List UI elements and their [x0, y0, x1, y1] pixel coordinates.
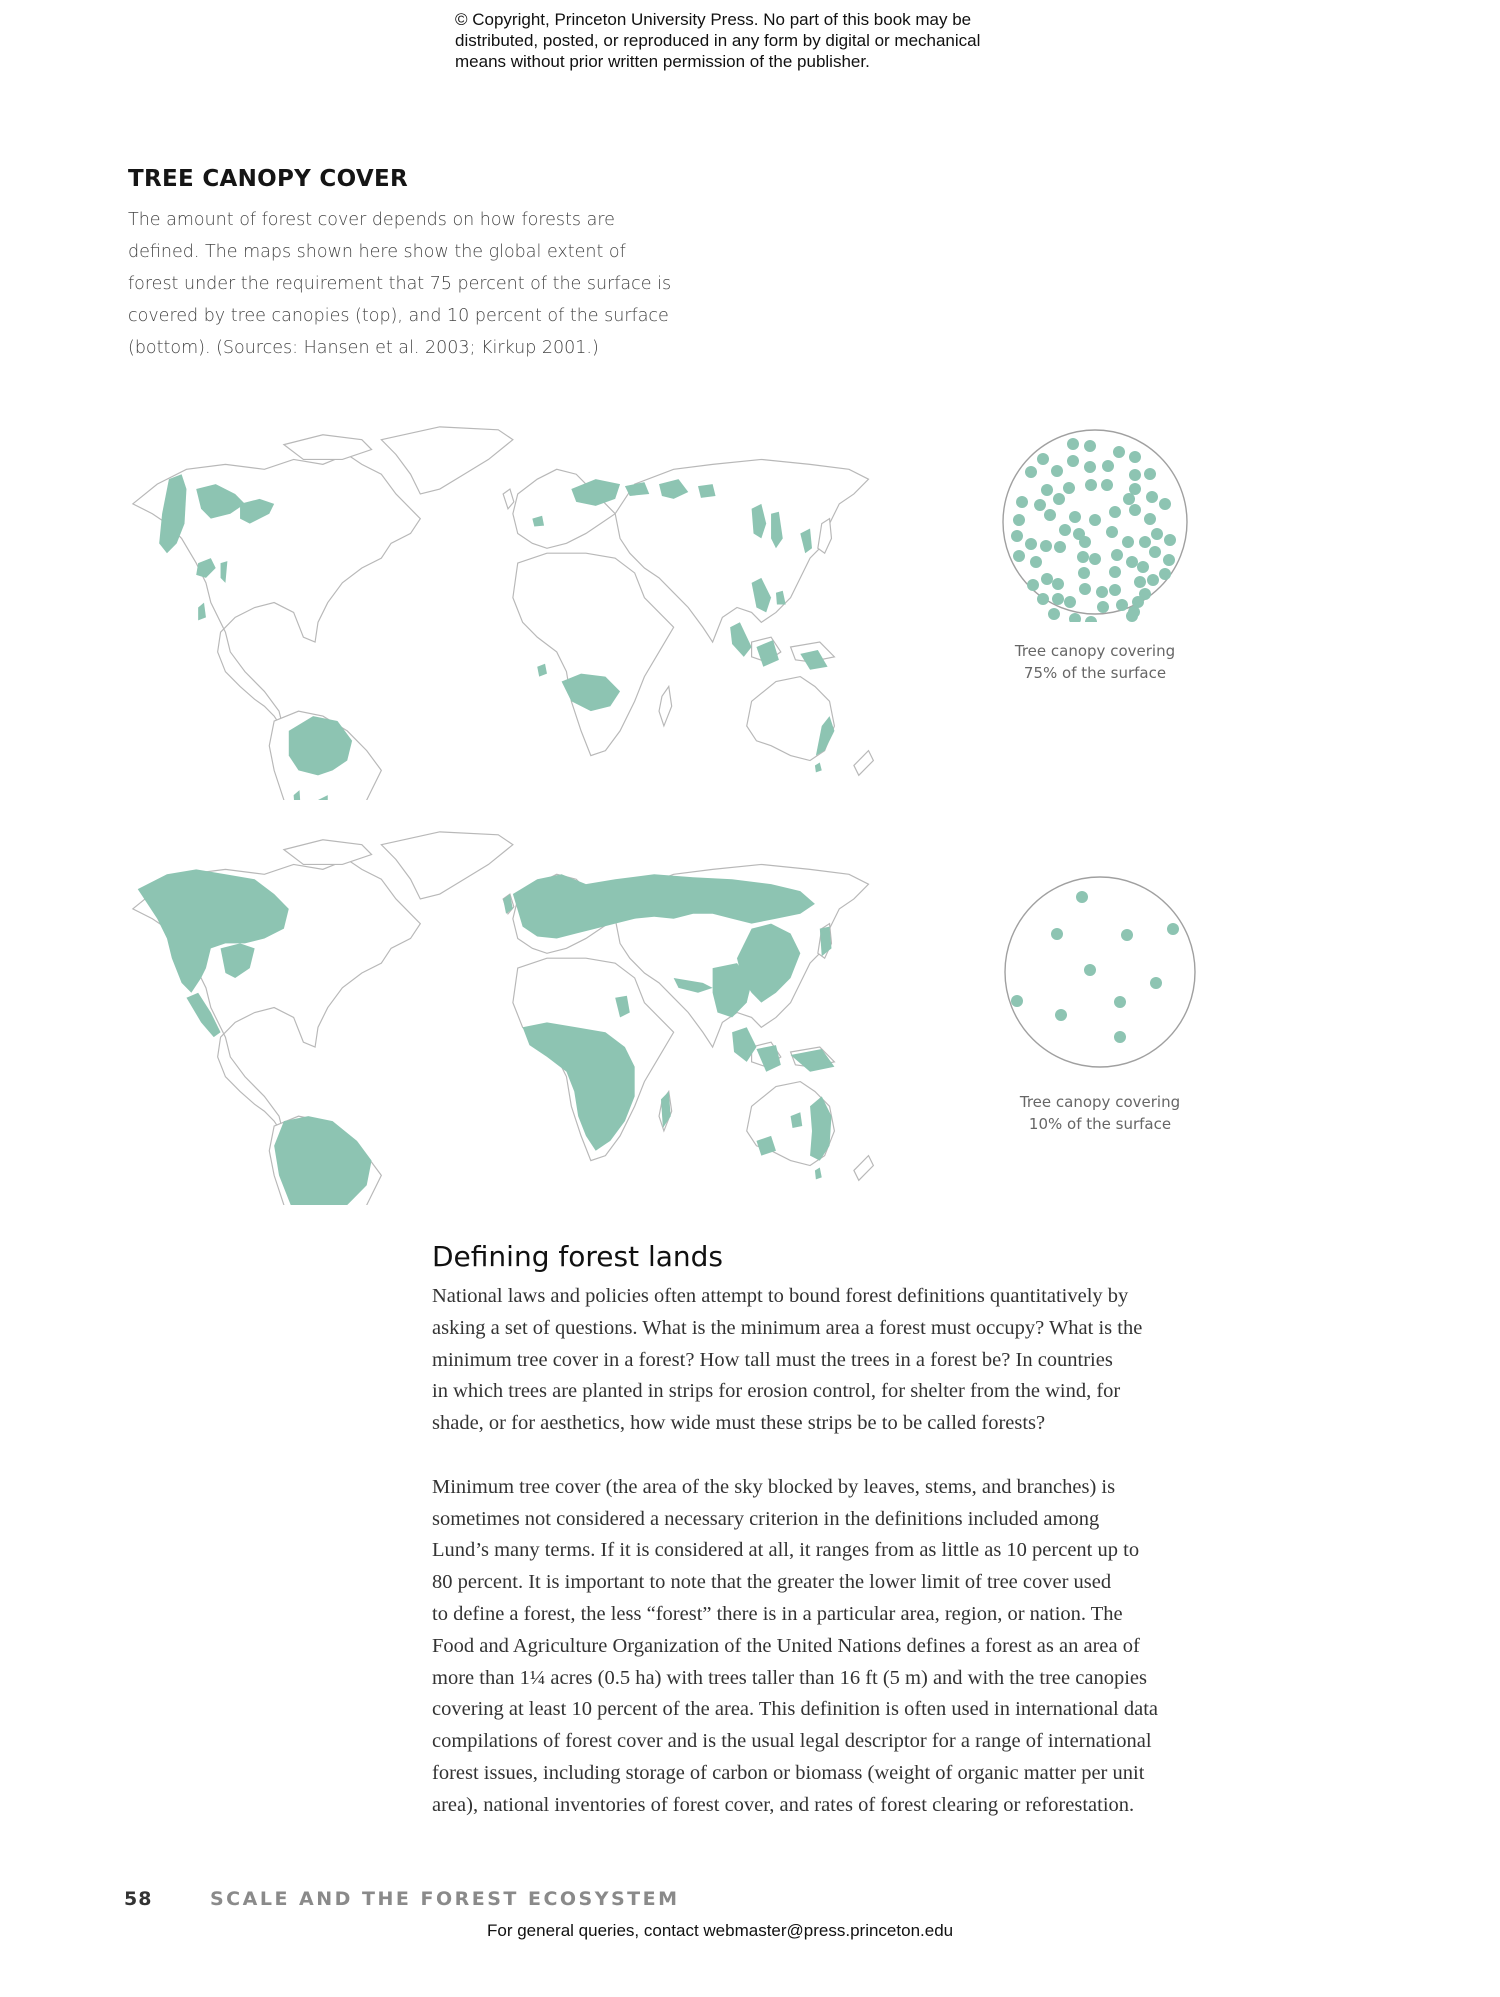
copyright-line: distributed, posted, or reproduced in any form by digital or mechanical — [455, 31, 981, 50]
caption-line: 75% of the surface — [1023, 664, 1167, 682]
text-line: more than 1¼ acres (0.5 ha) with trees taller than 16 ft (5 m) and with the tree canopies — [432, 1666, 1147, 1689]
description-line: covered by tree canopies (top), and 10 percent of the surface — [128, 306, 669, 326]
caption-line: Tree canopy covering — [1014, 642, 1176, 660]
text-line: forest issues, including storage of carbon or biomass (weight of organic matter per unit — [432, 1761, 1145, 1784]
article-heading: Defining forest lands — [432, 1240, 723, 1273]
text-line: compilations of forest cover and is the usual legal descriptor for a range of international — [432, 1730, 1152, 1753]
text-line: to define a forest, the less “forest” there is in a particular area, region, or nation. The — [432, 1602, 1123, 1625]
world-map-75-percent — [128, 415, 888, 800]
figure-description — [128, 204, 718, 364]
caption-10-percent — [980, 1091, 1220, 1135]
article-paragraph — [432, 1281, 1332, 1440]
article-paragraph — [432, 1472, 1332, 1822]
text-line: 80 percent. It is important to note that the greater the lower limit of tree cover used — [432, 1571, 1112, 1594]
text-line: asking a set of questions. What is the minimum area a forest must occupy? What is the — [432, 1316, 1143, 1339]
caption-line: Tree canopy covering — [1019, 1093, 1181, 1111]
caption-line: 10% of the surface — [1028, 1115, 1172, 1133]
article-body — [432, 1281, 1332, 1853]
text-line: Lund’s many terms. If it is considered at all, it ranges from as little as 10 percent up to — [432, 1539, 1140, 1562]
canopy-diagram-10-percent — [1000, 872, 1200, 1072]
text-line: covering at least 10 percent of the area. This definition is often used in international data — [432, 1698, 1158, 1721]
copyright-notice — [455, 9, 1035, 72]
description-line: defined. The maps shown here show the global extent of — [128, 242, 626, 262]
page-number: 58 — [124, 1888, 153, 1910]
world-map-10-percent — [128, 820, 888, 1205]
description-line: (bottom). (Sources: Hansen et al. 2003; Kirkup 2001.) — [128, 338, 599, 358]
text-line: area), national inventories of forest cover, and rates of forest clearing or reforestation. — [432, 1793, 1135, 1816]
contact-notice: For general queries, contact webmaster@press.princeton.edu — [487, 1921, 954, 1940]
caption-75-percent — [975, 640, 1215, 684]
description-line: The amount of forest cover depends on how forests are — [128, 210, 615, 230]
text-line: Food and Agriculture Organization of the United Nations defines a forest as an area of — [432, 1634, 1140, 1657]
text-line: Minimum tree cover (the area of the sky blocked by leaves, stems, and branches) is — [432, 1475, 1116, 1498]
copyright-line: © Copyright, Princeton University Press. No part of this book may be — [455, 10, 972, 29]
figure-title: TREE CANOPY COVER — [128, 166, 408, 192]
text-line: National laws and policies often attempt to bound forest definitions quantitatively by — [432, 1285, 1129, 1307]
canopy-diagram-75-percent — [995, 422, 1195, 622]
text-line: minimum tree cover in a forest? How tall must the trees in a forest be? In countries — [432, 1348, 1113, 1371]
text-line: sometimes not considered a necessary criterion in the definitions included among — [432, 1507, 1100, 1530]
copyright-line: means without prior written permission of the publisher. — [455, 52, 870, 71]
description-line: forest under the requirement that 75 percent of the surface is — [128, 274, 672, 294]
running-head: SCALE AND THE FOREST ECOSYSTEM — [210, 1888, 680, 1910]
text-line: in which trees are planted in strips for erosion control, for shelter from the wind, for — [432, 1380, 1121, 1403]
text-line: shade, or for aesthetics, how wide must these strips be to be called forests? — [432, 1412, 1046, 1435]
